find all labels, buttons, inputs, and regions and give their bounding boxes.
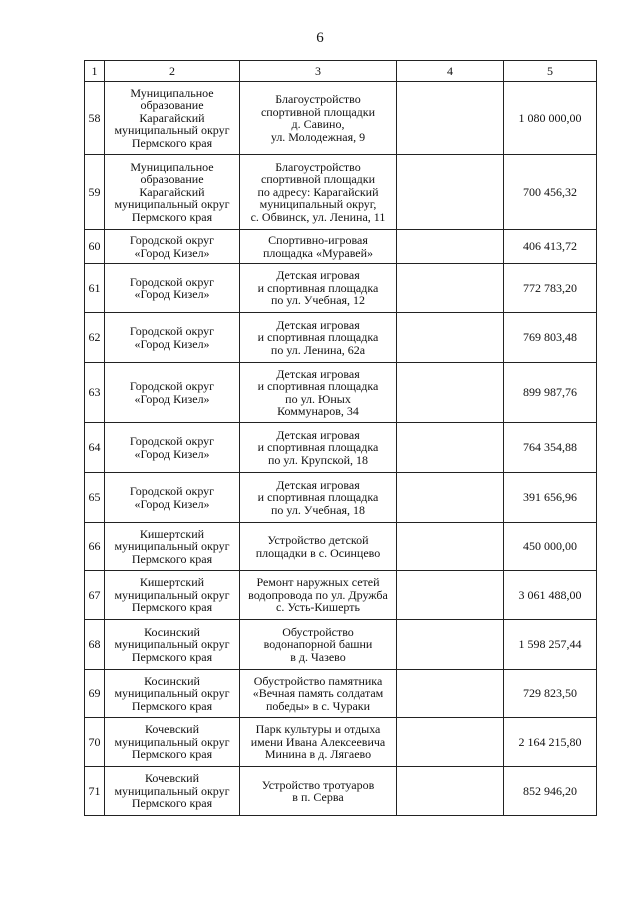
amount-cell: 764 354,88 [504,423,597,473]
row-number-cell: 63 [85,363,105,423]
row-number-cell: 65 [85,473,105,523]
project-cell: Обустройство памятника «Вечная память солдатам победы» в с. Чураки [240,670,397,718]
table-row [85,473,597,523]
column-4-cell [397,230,504,264]
table-row [85,264,597,313]
table-row [85,767,597,816]
row-number-cell: 68 [85,620,105,670]
column-4-cell [397,82,504,155]
project-cell: Детская игровая и спортивная площадка по ул. Учебная, 12 [240,264,397,313]
municipality-cell: Муниципальное образование Карагайский муниципальный округ Пермского края [105,155,240,230]
project-cell: Обустройство водонапорной башни в д. Чазево [240,620,397,670]
table-row [85,82,597,155]
header-cell: 3 [240,61,397,82]
row-number-cell: 62 [85,313,105,363]
project-cell: Устройство тротуаров в п. Серва [240,767,397,816]
amount-cell: 899 987,76 [504,363,597,423]
project-cell: Детская игровая и спортивная площадка по ул. Юных Коммунаров, 34 [240,363,397,423]
column-4-cell [397,363,504,423]
municipality-cell: Городской округ «Город Кизел» [105,264,240,313]
project-cell: Ремонт наружных сетей водопровода по ул. Дружба с. Усть-Кишерть [240,571,397,620]
column-4-cell [397,571,504,620]
project-cell: Спортивно-игровая площадка «Муравей» [240,230,397,264]
column-4-cell [397,473,504,523]
project-cell: Детская игровая и спортивная площадка по ул. Учебная, 18 [240,473,397,523]
municipality-cell: Городской округ «Город Кизел» [105,473,240,523]
column-4-cell [397,423,504,473]
amount-cell: 1 598 257,44 [504,620,597,670]
project-cell: Благоустройство спортивной площадки по адресу: Карагайский муниципальный округ, с. Обвинск, ул. Ленина, 11 [240,155,397,230]
table-header-row [85,61,597,82]
amount-cell: 406 413,72 [504,230,597,264]
column-4-cell [397,155,504,230]
project-cell: Парк культуры и отдыха имени Ивана Алексеевича Минина в д. Лягаево [240,718,397,767]
project-cell: Детская игровая и спортивная площадка по ул. Ленина, 62а [240,313,397,363]
municipality-cell: Кишертский муниципальный округ Пермского края [105,571,240,620]
municipality-cell: Городской округ «Город Кизел» [105,230,240,264]
header-cell: 1 [85,61,105,82]
amount-cell: 2 164 215,80 [504,718,597,767]
column-4-cell [397,670,504,718]
project-cell: Устройство детской площадки в с. Осинцево [240,523,397,571]
row-number-cell: 71 [85,767,105,816]
column-4-cell [397,718,504,767]
column-4-cell [397,264,504,313]
municipality-cell: Кочевский муниципальный округ Пермского края [105,718,240,767]
amount-cell: 1 080 000,00 [504,82,597,155]
table-row [85,670,597,718]
amount-cell: 772 783,20 [504,264,597,313]
row-number-cell: 64 [85,423,105,473]
table-row [85,313,597,363]
municipality-cell: Городской округ «Город Кизел» [105,363,240,423]
table-row [85,571,597,620]
amount-cell: 769 803,48 [504,313,597,363]
table-row [85,620,597,670]
municipality-cell: Городской округ «Город Кизел» [105,313,240,363]
column-4-cell [397,767,504,816]
funding-table [84,60,597,816]
row-number-cell: 58 [85,82,105,155]
amount-cell: 700 456,32 [504,155,597,230]
table-row [85,423,597,473]
column-4-cell [397,313,504,363]
table-row [85,523,597,571]
amount-cell: 729 823,50 [504,670,597,718]
row-number-cell: 61 [85,264,105,313]
header-cell: 5 [504,61,597,82]
page-number: 6 [316,30,324,46]
table-row [85,363,597,423]
municipality-cell: Муниципальное образование Карагайский муниципальный округ Пермского края [105,82,240,155]
municipality-cell: Кишертский муниципальный округ Пермского края [105,523,240,571]
row-number-cell: 67 [85,571,105,620]
municipality-cell: Кочевский муниципальный округ Пермского края [105,767,240,816]
municipality-cell: Косинский муниципальный округ Пермского края [105,670,240,718]
column-4-cell [397,523,504,571]
column-4-cell [397,620,504,670]
amount-cell: 450 000,00 [504,523,597,571]
row-number-cell: 66 [85,523,105,571]
header-cell: 4 [397,61,504,82]
row-number-cell: 69 [85,670,105,718]
municipality-cell: Городской округ «Город Кизел» [105,423,240,473]
table-row [85,718,597,767]
header-cell: 2 [105,61,240,82]
table-row [85,155,597,230]
row-number-cell: 59 [85,155,105,230]
project-cell: Детская игровая и спортивная площадка по ул. Крупской, 18 [240,423,397,473]
municipality-cell: Косинский муниципальный округ Пермского края [105,620,240,670]
amount-cell: 3 061 488,00 [504,571,597,620]
amount-cell: 852 946,20 [504,767,597,816]
table-row [85,230,597,264]
row-number-cell: 60 [85,230,105,264]
project-cell: Благоустройство спортивной площадки д. Савино, ул. Молодежная, 9 [240,82,397,155]
amount-cell: 391 656,96 [504,473,597,523]
row-number-cell: 70 [85,718,105,767]
